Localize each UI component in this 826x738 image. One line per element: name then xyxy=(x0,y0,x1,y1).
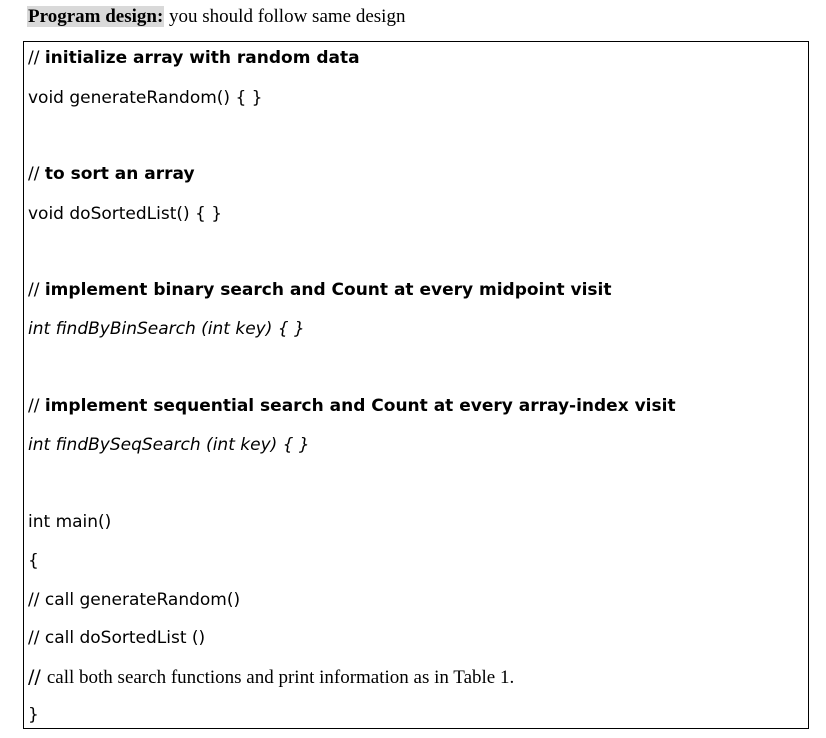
heading-label: Program design: xyxy=(28,6,164,27)
do-sorted-list-line: void doSortedList() { } xyxy=(28,204,223,224)
comment-prefix: // xyxy=(28,590,45,610)
comment-prefix: // xyxy=(28,396,45,416)
comment-prefix: // xyxy=(28,48,45,68)
comment-init: initialize array with random data xyxy=(44,48,360,68)
generate-random-line: void generateRandom() { } xyxy=(28,88,263,108)
program-design-heading xyxy=(27,5,405,29)
code-box xyxy=(23,41,809,729)
call-generate: call generateRandom() xyxy=(44,590,241,610)
comment-binary: implement binary search and Count at every midpoint visit xyxy=(44,280,612,300)
comment-init-line xyxy=(28,46,360,70)
comment-binary-line xyxy=(28,278,612,302)
heading-text: you should follow same design xyxy=(164,6,406,27)
comment-prefix: // xyxy=(28,164,45,184)
comment-prefix: // xyxy=(28,280,45,300)
call-sort: call doSortedList () xyxy=(44,628,206,648)
call-sort-line xyxy=(28,626,205,650)
comment-sort: to sort an array xyxy=(44,164,195,184)
comment-prefix: // xyxy=(28,628,45,648)
call-search: call both search functions and print information as in Table 1. xyxy=(46,667,515,688)
comment-sequential: implement sequential search and Count at every array-index visit xyxy=(44,396,676,416)
comment-sort-line xyxy=(28,162,195,186)
comment-sequential-line xyxy=(28,394,676,418)
open-brace-line: { xyxy=(28,551,39,571)
call-search-line xyxy=(28,665,514,690)
find-by-bin-line: int findByBinSearch (int key) { } xyxy=(28,319,305,339)
call-generate-line xyxy=(28,588,240,612)
find-by-seq-line: int findBySeqSearch (int key) { } xyxy=(28,435,310,455)
main-signature-line: int main() xyxy=(28,512,112,532)
comment-prefix: // xyxy=(28,666,47,688)
close-brace-line: } xyxy=(28,705,39,725)
